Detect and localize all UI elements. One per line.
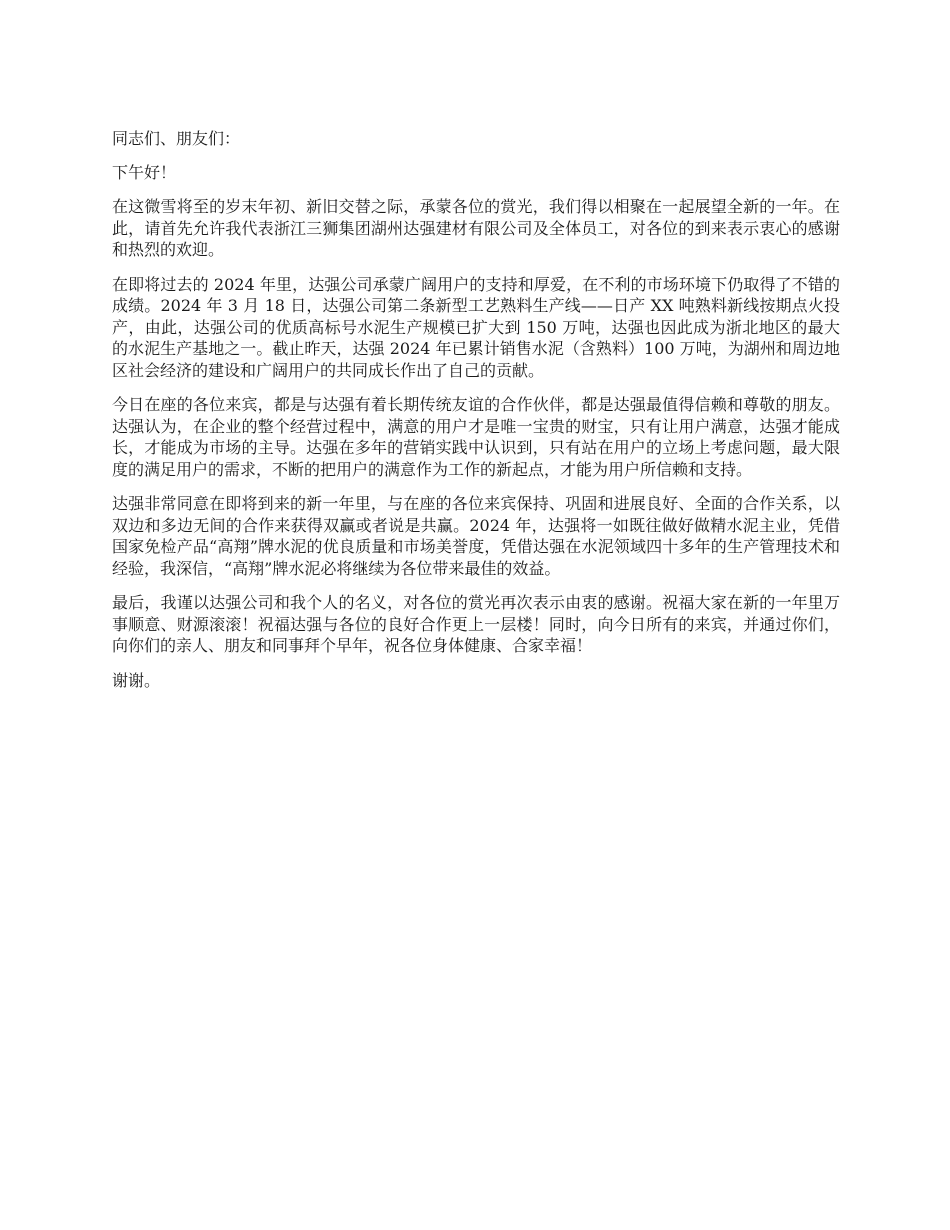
paragraph-welcome: 在这微雪将至的岁末年初、新旧交替之际，承蒙各位的赏光，我们得以相聚在一起展望全新的一年。在此，请首先允许我代表浙江三狮集团湖州达强建材有限公司及全体员工，对各位的到来表示衷心的感谢和热烈的欢迎。 xyxy=(112,197,840,259)
document-page xyxy=(112,128,840,704)
paragraph-partners: 今日在座的各位来宾，都是与达强有着长期传统友谊的合作伙伴，都是达强最值得信赖和尊敬的朋友。达强认为，在企业的整个经营过程中，满意的用户才是唯一宝贵的财宝，只有让用户满意，达强才能成长，才能成为市场的主导。达强在多年的营销实践中认识到，只有站在用户的立场上考虑问题，最大限度的满足用户的需求，不断的把用户的满意作为工作的新起点，才能为用户所信赖和支持。 xyxy=(112,395,840,479)
salutation: 同志们、朋友们： xyxy=(112,129,241,148)
paragraph-achievements: 在即将过去的 2024 年里，达强公司承蒙广阔用户的支持和厚爱，在不利的市场环境下仍取得了不错的成绩。2024 年 3 月 18 日，达强公司第二条新型工艺熟料生产线——日产 XX 吨熟料新线按期点火投产，由此，达强公司的优质高标号水泥生产规模已扩大到 150 万吨，达强也因此成为浙北地区的最大的水泥生产基地之一。截止昨天，达强 2024 年已累计销售水泥（含熟料）100 万吨，为湖州和周边地区社会经济的建设和广阔用户的共同成长作出了自己的贡献。 xyxy=(112,274,840,380)
paragraph-cooperation: 达强非常同意在即将到来的新一年里，与在座的各位来宾保持、巩固和进展良好、全面的合作关系，以双边和多边无间的合作来获得双赢或者说是共赢。2024 年，达强将一如既往做好做精水泥主业，凭借国家免检产品“高翔”牌水泥的优良质量和市场美誉度，凭借达强在水泥领域四十多年的生产管理技术和经验，我深信，“高翔”牌水泥必将继续为各位带来最佳的效益。 xyxy=(112,494,840,578)
paragraph-closing-wishes: 最后，我谨以达强公司和我个人的名义，对各位的赏光再次表示由衷的感谢。祝福大家在新的一年里万事顺意、财源滚滚！祝福达强与各位的良好合作更上一层楼！同时，向今日所有的来宾，并通过你们，向你们的亲人、朋友和同事拜个早年，祝各位身体健康、合家幸福！ xyxy=(112,593,840,655)
paragraph-thanks: 谢谢。 xyxy=(112,670,161,690)
greeting: 下午好！ xyxy=(112,162,177,182)
